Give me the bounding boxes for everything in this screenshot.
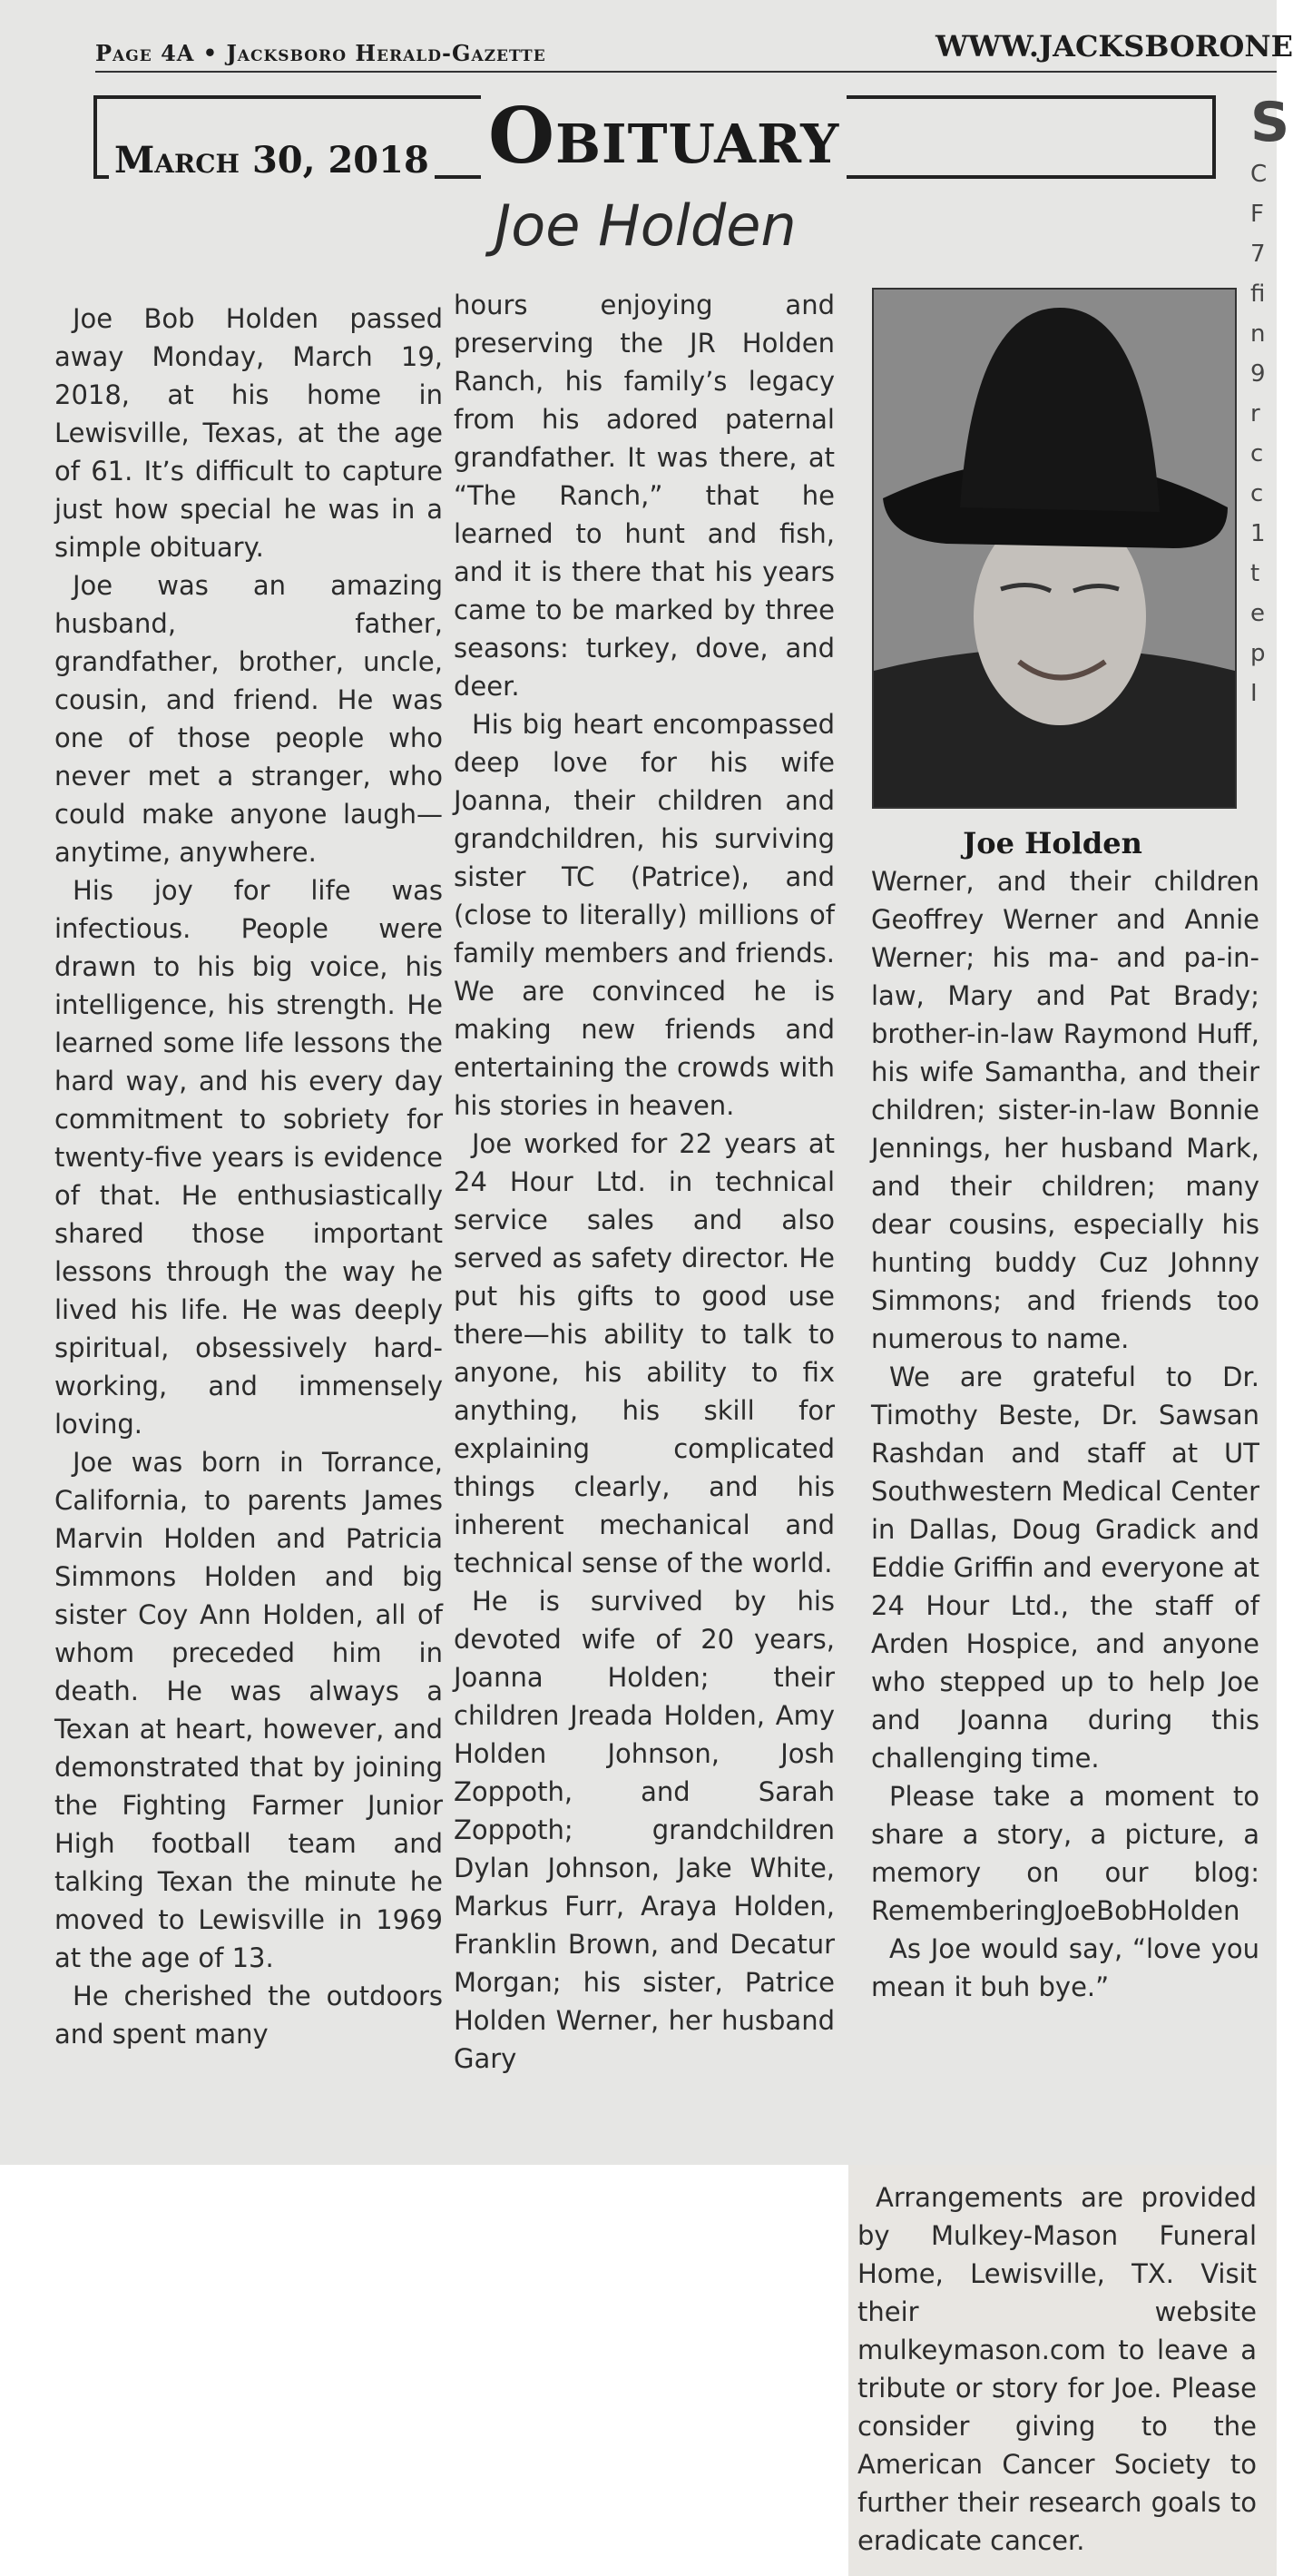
page-label: Page 4A • Jacksboro Herald-Gazette	[95, 40, 546, 66]
article-column-3-continued	[848, 2178, 1257, 2560]
site-url: WWW.JACKSBORONE	[935, 29, 1293, 64]
issue-date: March 30, 2018	[109, 139, 435, 182]
article-column-1	[54, 300, 443, 2053]
paragraph: Joe Bob Holden passed away Monday, March 19, 2018, at his home in Lewisville, Texas, at the age of 61. It’s difficult to capture just how special he was in a simple obituary.	[54, 303, 443, 563]
edge-letter: c	[1250, 440, 1264, 467]
paragraph: hours enjoying and preserving the JR Holden Ranch, his family’s legacy from his adored paternal grandfather. It was there, at “The Ranch,” that he learned to hunt and fish, and it is there that his years came to be marked by three seasons: turkey, dove, and deer.	[454, 290, 835, 702]
section-title: Obituary	[481, 91, 847, 181]
portrait-cowboy-hat-icon	[874, 290, 1235, 807]
edge-letter: 9	[1250, 360, 1266, 388]
paragraph: As Joe would say, “love you mean it buh bye.”	[871, 1933, 1259, 2002]
paragraph: He cherished the outdoors and spent many	[54, 1981, 443, 2050]
edge-letter: r	[1250, 400, 1260, 428]
edge-letter: C	[1250, 161, 1268, 188]
edge-letter: F	[1250, 201, 1264, 228]
edge-letter: p	[1250, 640, 1266, 667]
edge-letter: n	[1250, 320, 1266, 348]
edge-letter: c	[1250, 480, 1264, 507]
paragraph: We are grateful to Dr. Timothy Beste, Dr. Sawsan Rashdan and staff at UT Southwestern Medical Center in Dallas, Doug Gradick and Eddie Griffin and everyone at 24 Hour Ltd., the staff of Arden Hospice, and anyone who stepped up to help Joe and Joanna during this challenging time.	[871, 1362, 1259, 1774]
paragraph: Joe worked for 22 years at 24 Hour Ltd. in technical service sales and also served as safety director. He put his gifts to good use there—his ability to talk to anyone, his ability to fix anything, his skill for explaining complicated things clearly, and his inherent mechanical and technical sense of the world.	[454, 1128, 835, 1578]
masthead-rule	[95, 71, 1277, 73]
paragraph: Werner, and their children Geoffrey Werner and Annie Werner; his ma- and pa-in-law, Mary and Pat Brady; brother-in-law Raymond Huff, his wife Samantha, and their children; sister-in-law Bonnie Jennings, her husband Mark, and their children; many dear cousins, especially his hunting buddy Cuz Johnny Simmons; and friends too numerous to name.	[871, 866, 1259, 1354]
paragraph: Arrangements are provided by Mulkey-Mason Funeral Home, Lewisville, TX. Visit their website mulkeymason.com to leave a tribute or story for Joe. Please consider giving to the American Cancer Society to further their research goals to eradicate cancer.	[857, 2182, 1257, 2556]
paragraph: Please take a moment to share a story, a picture, a memory on our blog: RememberingJoeBobHolden	[871, 1781, 1259, 1926]
obituary-name-heading: Joe Holden	[495, 192, 797, 259]
edge-letter: 1	[1250, 520, 1266, 547]
edge-letter: e	[1250, 600, 1265, 627]
photo-caption: Joe Holden	[963, 826, 1142, 860]
paragraph: Joe was an amazing husband, father, grandfather, brother, uncle, cousin, and friend. He was one of those people who never met a stranger, who could make anyone laugh—anytime, anywhere.	[54, 570, 443, 868]
edge-letter: I	[1250, 680, 1258, 707]
paragraph: Joe was born in Torrance, California, to parents James Marvin Holden and Patricia Simmons Holden and big sister Coy Ann Holden, all of whom preceded him in death. He was always a Texan at heart, however, and demonstrated that by joining the Fighting Farmer Junior High football team and talking Texan the minute he moved to Lewisville in 1969 at the age of 13.	[54, 1447, 443, 1973]
edge-letter: 7	[1250, 241, 1266, 268]
adjacent-column-edge	[1250, 91, 1290, 713]
edge-letter: S	[1250, 91, 1290, 154]
portrait-photo	[872, 288, 1237, 809]
paragraph: He is survived by his devoted wife of 20 years, Joanna Holden; their children Jreada Holden, Amy Holden Johnson, Josh Zoppoth, and Sarah Zoppoth; grandchildren Dylan Johnson, Jake White, Markus Furr, Araya Holden, Franklin Brown, and Decatur Morgan; his sister, Patrice Holden Werner, her husband Gary	[454, 1586, 835, 2074]
paragraph: His joy for life was infectious. People were drawn to his big voice, his intelligence, his strength. He learned some life lessons the hard way, and his every day commitment to sobriety for twenty-five years is evidence of that. He enthusiastically shared those important lessons through the way he lived his life. He was deeply spiritual, obsessively hard-working, and immensely loving.	[54, 875, 443, 1440]
article-column-2	[454, 286, 835, 2078]
paragraph: His big heart encompassed deep love for his wife Joanna, their children and grandchildren, his surviving sister TC (Patrice), and (close to literally) millions of family members and friends. We are convinced he is making new friends and entertaining the crowds with his stories in heaven.	[454, 709, 835, 1121]
newspaper-clipping-continuation	[848, 2165, 1277, 2576]
article-column-3	[871, 862, 1259, 2006]
edge-letter: t	[1250, 560, 1260, 587]
edge-letter: fi	[1250, 280, 1266, 308]
masthead	[95, 29, 1293, 67]
